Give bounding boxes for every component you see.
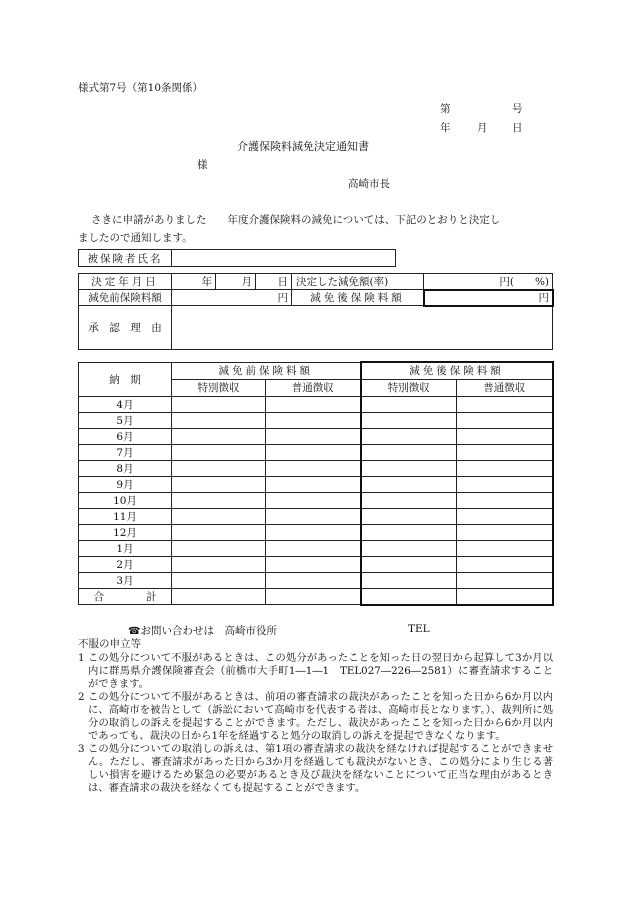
after-normal-cell[interactable] [457, 508, 553, 524]
contact-text: お問い合わせは 高崎市役所 [140, 625, 277, 637]
appeal-heading: 不服の申立等 [78, 638, 141, 650]
after-normal-cell[interactable] [457, 444, 553, 460]
before-special-cell[interactable] [172, 460, 266, 476]
table-row [79, 556, 553, 572]
after-normal-cell[interactable] [457, 492, 553, 508]
insured-name-field[interactable] [172, 250, 396, 267]
addressee-suffix: 様 [197, 159, 208, 171]
before-normal-cell[interactable] [266, 508, 361, 524]
issue-date-year: 年 [440, 122, 451, 134]
decision-date-year[interactable]: 年 [172, 274, 216, 290]
month-label: 7月 [79, 444, 172, 460]
before-normal-cell[interactable] [266, 444, 361, 460]
after-special-cell[interactable] [361, 524, 457, 540]
month-label: 9月 [79, 476, 172, 492]
after-premium-label: 減免後保険料額 [292, 290, 424, 306]
before-normal-cell[interactable] [266, 460, 361, 476]
table-row [79, 444, 553, 460]
month-label: 8月 [79, 460, 172, 476]
after-special-cell[interactable] [361, 556, 457, 572]
before-premium-label: 減免前保険料額 [79, 290, 172, 306]
before-special-cell[interactable] [172, 556, 266, 572]
before-normal-cell[interactable] [266, 476, 361, 492]
appeal-note-number: 3 [78, 743, 85, 755]
before-normal-cell[interactable] [266, 396, 361, 412]
total-before-normal[interactable] [266, 588, 361, 605]
before-normal-cell[interactable] [266, 572, 361, 588]
decision-date-label: 決定年月日 [79, 274, 172, 290]
before-special-cell[interactable] [172, 444, 266, 460]
after-normal-cell[interactable] [457, 540, 553, 556]
before-normal-cell[interactable] [266, 412, 361, 428]
appeal-note-text: この処分についての取消しの訴えは、第1項の審査請求の裁決を経なければ提起することができません。ただし、審査請求があった日から3か月を経過しても裁決がないとき、この処分により生じる著しい損害を避けるため緊急の必要があるとき及び裁決を経ないことについて正当な理由があるときは、審査請求の裁決を経なくても提起することができます。 [88, 743, 553, 794]
appeal-note [78, 743, 553, 795]
appeal-note-text: この処分について不服があるときは、この処分があったことを知った日の翌日から起算して3か月以内に群馬県介護保険審査会（前橋市大手町1―1―1 TEL027―226―2581）に審査請求することができます。 [88, 652, 553, 690]
appeal-note [78, 691, 553, 743]
table-row [79, 508, 553, 524]
before-special-cell[interactable] [172, 412, 266, 428]
after-special-cell[interactable] [361, 476, 457, 492]
after-normal-header: 普通徴収 [457, 379, 553, 396]
total-before-special[interactable] [172, 588, 266, 605]
insured-name-label: 被保険者氏名 [79, 250, 172, 267]
total-after-special[interactable] [361, 588, 457, 605]
month-label: 1月 [79, 540, 172, 556]
appeal-notes [78, 652, 553, 795]
monthly-schedule-table [78, 361, 554, 606]
after-special-cell[interactable] [361, 508, 457, 524]
before-special-cell[interactable] [172, 492, 266, 508]
after-normal-cell[interactable] [457, 412, 553, 428]
total-row [79, 588, 553, 605]
before-special-cell[interactable] [172, 540, 266, 556]
before-special-cell[interactable] [172, 396, 266, 412]
month-label: 5月 [79, 412, 172, 428]
before-special-cell[interactable] [172, 428, 266, 444]
document-title: 介護保険料減免決定通知書 [237, 140, 369, 153]
intro-line-2: ましたので通知します。 [78, 232, 193, 244]
total-label: 合 計 [79, 588, 172, 605]
document-number-suffix: 号 [512, 103, 523, 115]
before-normal-cell[interactable] [266, 524, 361, 540]
after-special-cell[interactable] [361, 572, 457, 588]
phone-icon: ☎ [128, 626, 141, 637]
month-label: 11月 [79, 508, 172, 524]
month-label: 10月 [79, 492, 172, 508]
after-special-cell[interactable] [361, 492, 457, 508]
after-special-cell[interactable] [361, 412, 457, 428]
contact-tel-label: TEL [408, 623, 430, 635]
decision-date-day[interactable]: 日 [256, 274, 292, 290]
appeal-note [78, 652, 553, 691]
reduction-amount-field[interactable]: 円( %) [424, 274, 553, 290]
reduction-amount-label: 決定した減免額(率) [292, 274, 424, 290]
after-premium-field[interactable]: 円 [424, 290, 553, 306]
before-special-header: 特別徴収 [172, 379, 266, 396]
after-special-cell[interactable] [361, 460, 457, 476]
appeal-note-text: この処分について不服があるときは、前項の審査請求の裁決があったことを知った日から6か月以内に、高崎市を被告として（訴訟において高崎市を代表する者は、高崎市長となります。）、裁判所に処分の取消しの訴えを提起することができます。ただし、裁決があったことを知った日から6か月以内であっても、裁決の日から1年を経過すると処分の取消しの訴えを提起できなくなります。 [88, 691, 553, 742]
before-header: 減免前保険料額 [172, 362, 361, 379]
insured-name-table [78, 249, 396, 267]
form-number: 様式第7号（第10条関係） [78, 82, 204, 94]
table-row [79, 524, 553, 540]
before-special-cell[interactable] [172, 476, 266, 492]
after-normal-cell[interactable] [457, 524, 553, 540]
before-normal-header: 普通徴収 [266, 379, 361, 396]
before-normal-cell[interactable] [266, 428, 361, 444]
after-normal-cell[interactable] [457, 396, 553, 412]
before-special-cell[interactable] [172, 508, 266, 524]
after-special-cell[interactable] [361, 396, 457, 412]
month-label: 6月 [79, 428, 172, 444]
decision-date-month[interactable]: 月 [216, 274, 256, 290]
after-special-cell[interactable] [361, 540, 457, 556]
after-normal-cell[interactable] [457, 428, 553, 444]
after-special-header: 特別徴収 [361, 379, 457, 396]
after-header: 減免後保険料額 [361, 362, 553, 379]
issue-date-day: 日 [512, 122, 523, 134]
contact-line [128, 623, 277, 638]
decision-info-table [78, 273, 553, 350]
after-normal-cell[interactable] [457, 556, 553, 572]
table-row [79, 396, 553, 412]
before-normal-cell[interactable] [266, 492, 361, 508]
before-special-cell[interactable] [172, 524, 266, 540]
approval-reason-label: 承 認 理 由 [79, 306, 172, 350]
month-label: 3月 [79, 572, 172, 588]
table-row [79, 412, 553, 428]
intro-line-1: さきに申請がありました 年度介護保険料の減免については、下記のとおりと決定し [91, 214, 501, 226]
table-row [79, 540, 553, 556]
issuer-name: 高崎市長 [348, 178, 390, 190]
appeal-note-number: 1 [78, 652, 85, 664]
after-normal-cell[interactable] [457, 476, 553, 492]
table-row [79, 476, 553, 492]
month-label: 2月 [79, 556, 172, 572]
month-label: 4月 [79, 396, 172, 412]
before-premium-field[interactable]: 円 [172, 290, 292, 306]
period-header: 納 期 [79, 362, 172, 396]
total-after-normal[interactable] [457, 588, 553, 605]
table-row [79, 492, 553, 508]
month-label: 12月 [79, 524, 172, 540]
approval-reason-field[interactable] [172, 306, 553, 350]
issue-date-month: 月 [477, 122, 488, 134]
document-number-prefix: 第 [440, 103, 451, 115]
before-normal-cell[interactable] [266, 540, 361, 556]
table-row [79, 460, 553, 476]
before-special-cell[interactable] [172, 572, 266, 588]
after-special-cell[interactable] [361, 428, 457, 444]
before-normal-cell[interactable] [266, 556, 361, 572]
appeal-note-number: 2 [78, 691, 85, 703]
after-special-cell[interactable] [361, 444, 457, 460]
table-row [79, 572, 553, 588]
after-normal-cell[interactable] [457, 460, 553, 476]
table-row [79, 428, 553, 444]
after-normal-cell[interactable] [457, 572, 553, 588]
